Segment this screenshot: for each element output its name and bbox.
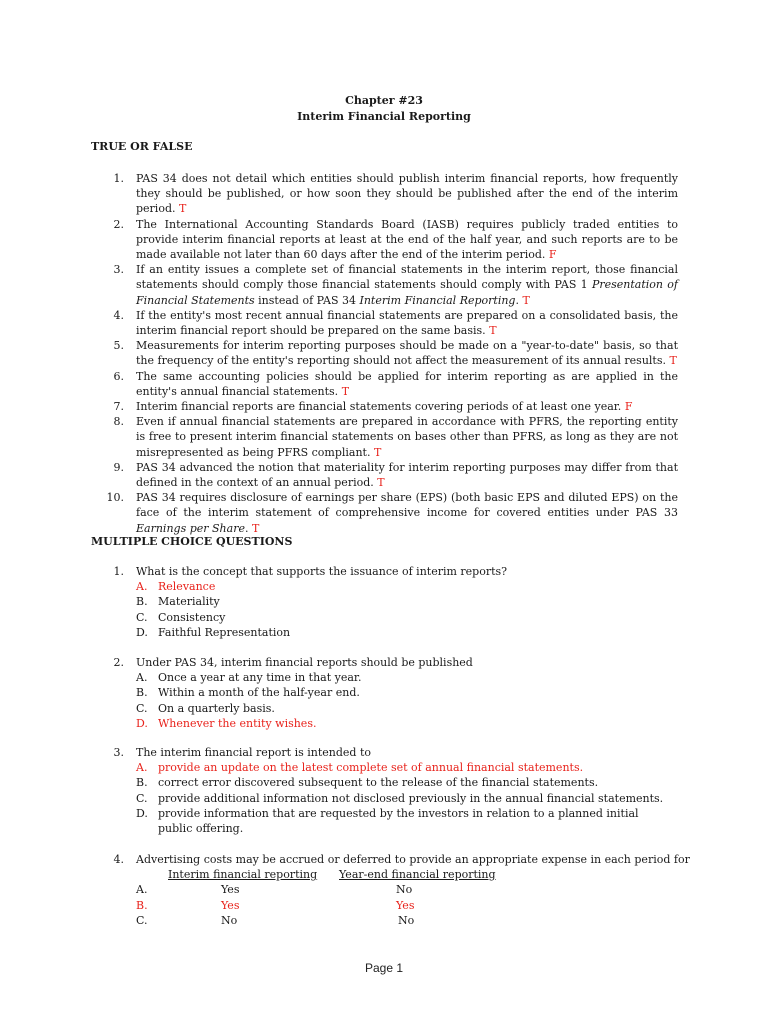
page-number: Page 1 (364, 961, 404, 975)
page-header (0, 93, 768, 124)
question-stem: Advertising costs may be accrued or deferred to provide an appropriate expense in each period for (136, 853, 690, 866)
answer-option: B. correct error discovered subsequent to the release of the financial statements. (136, 776, 599, 790)
item-text: . (515, 293, 519, 307)
item-text: instead of PAS 34 (254, 293, 360, 307)
item-number: 9. (113, 460, 124, 474)
item-text: If an entity issues a complete set of financial statements in the interim report, those financial statements should comply those financial statements should comply with PAS 1 (136, 263, 678, 292)
tf-item-7 (91, 399, 678, 414)
answer-label: F (548, 248, 557, 262)
item-number: 5. (113, 339, 124, 353)
question-number: 3. (113, 746, 124, 759)
multiple-choice-heading: MULTIPLE CHOICE QUESTIONS (91, 535, 293, 548)
table-row: B. Yes Yes (136, 898, 415, 912)
item-text: . (244, 521, 249, 535)
standard-title: Earnings per Share (136, 521, 245, 535)
true-false-list (91, 171, 678, 536)
column-header: Year-end financial reporting (339, 868, 496, 882)
chapter-title: Interim Financial Reporting (297, 109, 471, 123)
tf-item-10 (91, 490, 678, 536)
answer-label: T (489, 324, 497, 338)
tf-item-2 (91, 217, 678, 263)
item-number: 7. (113, 400, 124, 414)
table-row: A. Yes No (136, 883, 413, 897)
item-number: 10. (106, 491, 124, 505)
answer-option: C. On a quarterly basis. (136, 701, 275, 715)
item-text: Interim financial reports are financial statements covering periods of at least one year. (136, 400, 622, 414)
answer-label: T (251, 521, 260, 535)
table-header (91, 867, 691, 882)
tf-item-3 (91, 262, 678, 308)
item-number: 1. (113, 172, 124, 185)
item-number: 6. (113, 369, 124, 383)
mc-question-3 (91, 745, 691, 836)
standard-title: Interim Financial Reporting (359, 293, 516, 307)
true-false-heading: TRUE OR FALSE (91, 140, 193, 153)
mc-question-4 (91, 852, 691, 928)
answer-option: C. provide additional information not disclosed previously in the annual financial statements. (136, 791, 664, 805)
answer-label: T (522, 293, 530, 307)
item-text: PAS 34 advanced the notion that materiality for interim reporting purposes may differ from that defined in the context of an annual period. (136, 460, 678, 490)
question-number: 1. (113, 565, 124, 578)
item-text: The same accounting policies should be applied for interim reporting as are applied in the entity's annual financial statements. (136, 369, 678, 398)
question-number: 2. (113, 656, 124, 669)
answer-option: D. Whenever the entity wishes. (136, 716, 317, 730)
tf-item-8 (91, 414, 678, 460)
item-text: PAS 34 does not detail which entities should publish interim financial reports, how frequently they should be published, or how soon they should be published after the end of the interim period. (136, 172, 678, 216)
item-number: 8. (113, 415, 124, 429)
question-stem: The interim financial report is intended to (136, 746, 371, 759)
item-text: Even if annual financial statements are prepared in accordance with PFRS, the reporting entity is free to present interim financial statements on bases other than PFRS, as long as they are not misrepresented as being PFRS compliant. (136, 415, 678, 459)
answer-option: B. Materiality (136, 595, 220, 609)
answer-option: B. Within a month of the half-year end. (136, 686, 360, 700)
item-number: 4. (113, 308, 124, 322)
answer-label: T (377, 476, 385, 490)
answer-option: D. Faithful Representation (136, 625, 291, 639)
standard-title: Presentation of Financial Statements (136, 278, 678, 307)
column-header: Interim financial reporting (168, 868, 318, 882)
answer-option: A. Once a year at any time in that year. (136, 671, 362, 685)
answer-label: F (624, 400, 633, 414)
question-stem: Under PAS 34, interim financial reports should be published (136, 656, 473, 669)
tf-item-9 (91, 460, 678, 490)
item-number: 3. (113, 263, 124, 277)
item-text: PAS 34 requires disclosure of earnings per share (EPS) (both basic EPS and diluted EPS) on the face of the interim statement of comprehensive income for covered entities under PAS 33 (136, 491, 678, 520)
question-stem: What is the concept that supports the issuance of interim reports? (136, 565, 508, 578)
answer-label: T (341, 384, 350, 398)
item-number: 2. (113, 217, 124, 231)
chapter-number: Chapter #23 (345, 94, 423, 107)
mc-question-2 (91, 655, 691, 731)
answer-label: T (373, 445, 382, 459)
tf-item-5 (91, 338, 678, 368)
item-text: Measurements for interim reporting purposes should be made on a "year-to-date" basis, so that the frequency of the entity's reporting should not affect the measurement of its annual results. (136, 339, 678, 368)
item-text: If the entity's most recent annual financial statements are prepared on a consolidated basis, the interim financial report should be prepared on the same basis. (136, 308, 678, 338)
mc-question-1 (91, 564, 691, 640)
question-number: 4. (113, 853, 124, 866)
answer-label: T (669, 354, 677, 368)
table-row: C. No No (136, 913, 415, 927)
tf-item-6 (91, 369, 678, 399)
tf-item-1 (91, 171, 678, 217)
answer-option: A. provide an update on the latest complete set of annual financial statements. (136, 761, 584, 775)
answer-option: A. Relevance (136, 580, 216, 594)
answer-label: T (179, 202, 187, 216)
tf-item-4 (91, 308, 678, 338)
answer-option: D. provide information that are requested by the investors in relation to a planned initial public offering. (136, 806, 639, 836)
answer-option: C. Consistency (136, 610, 226, 624)
item-text: The International Accounting Standards Board (IASB) requires publicly traded entities to provide interim financial reports at least at the end of the half year, and such reports are to be made available not later than 60 days after the end of the interim period. (136, 217, 678, 262)
